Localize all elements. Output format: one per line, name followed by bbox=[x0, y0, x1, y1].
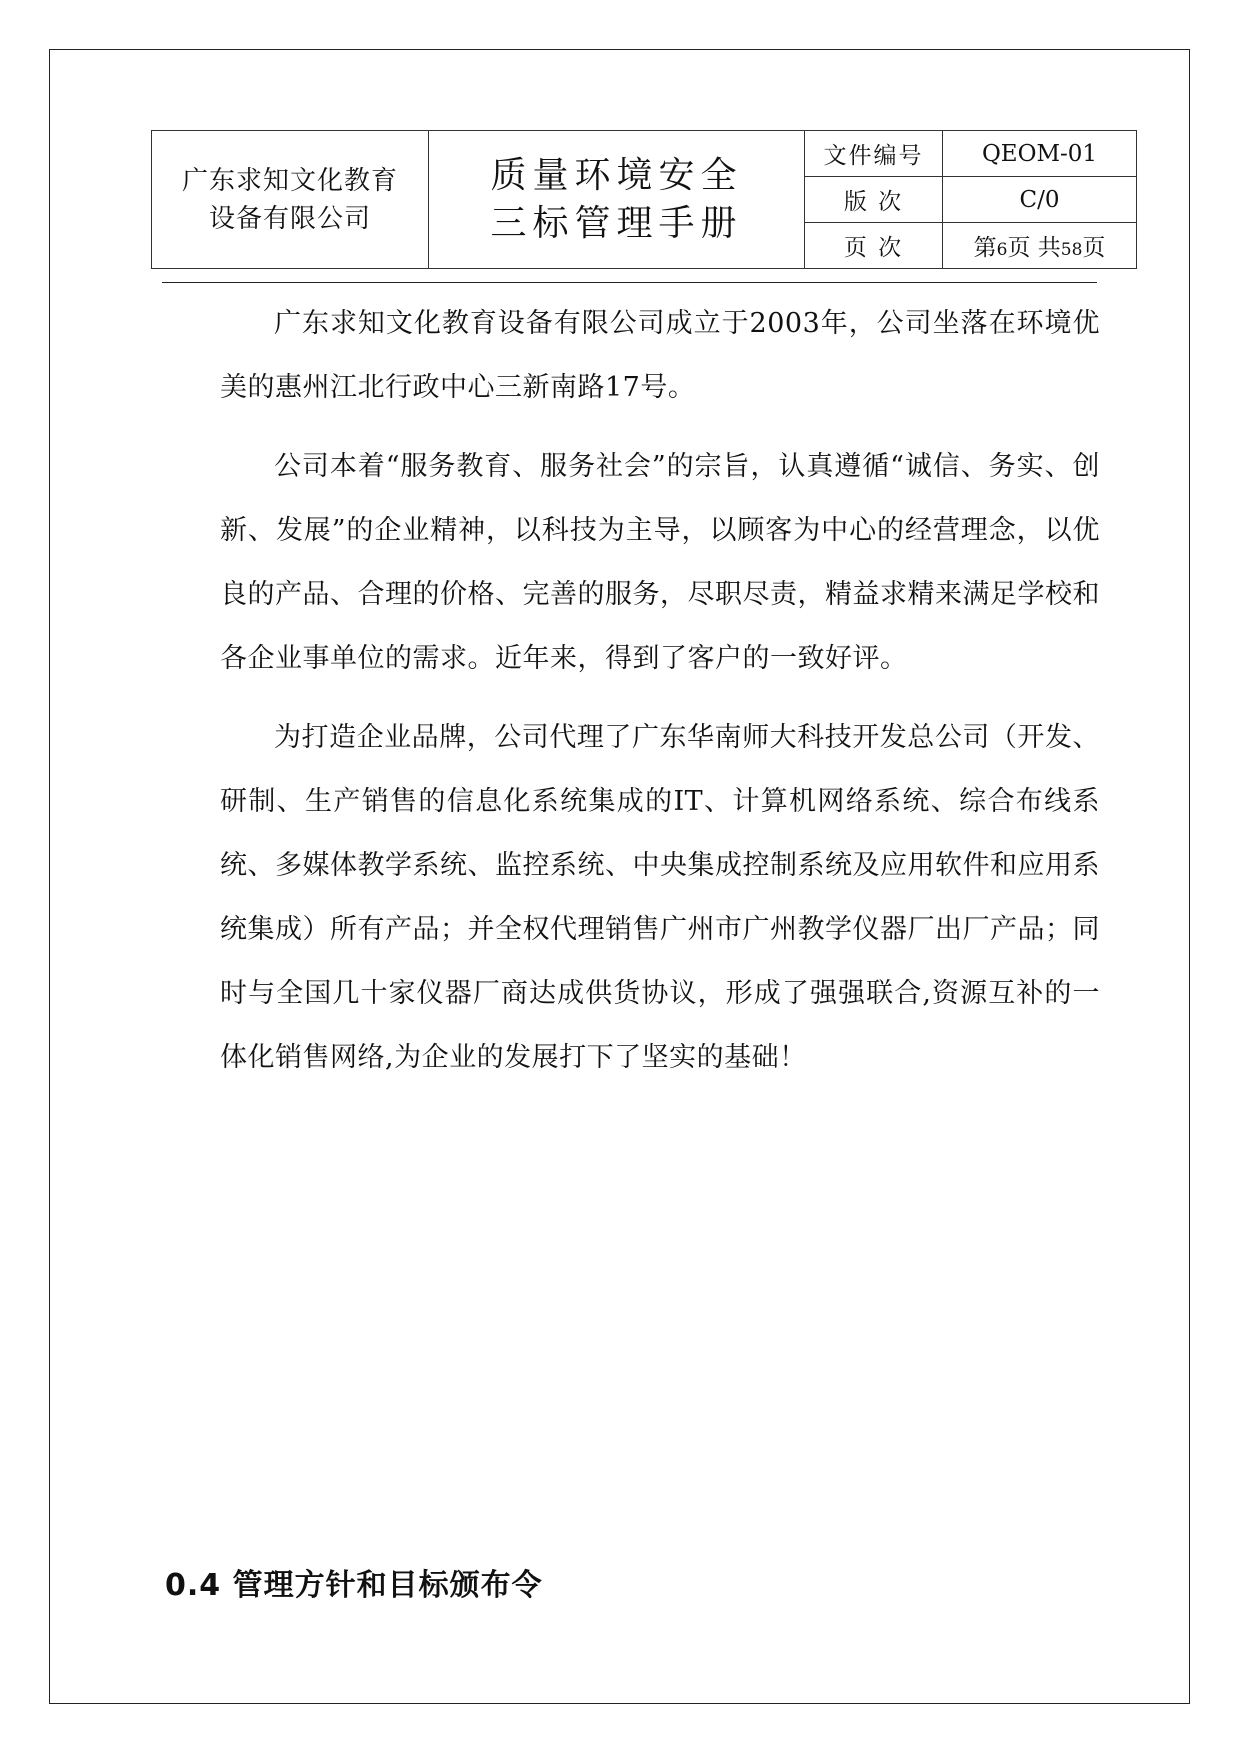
company-name-cell bbox=[152, 131, 429, 269]
manual-title-cell bbox=[429, 131, 805, 269]
paragraph-company-mission: 公司本着“服务教育、服务社会”的宗旨，认真遵循“诚信、务实、创新、发展”的企业精神，以科技为主导，以顾客为中心的经营理念，以优良的产品、合理的价格、完善的服务，尽职尽责，精益求精来满足学校和各企业事单位的需求。近年来，得到了客户的一致好评。 bbox=[220, 451, 1100, 674]
version-value: C/0 bbox=[943, 177, 1137, 223]
paragraph-company-products: 为打造企业品牌，公司代理了广东华南师大科技开发总公司（开发、研制、生产销售的信息化系统集成的IT、计算机网络系统、综合布线系统、多媒体教学系统、监控系统、中央集成控制系统及应用软件和应用系统集成）所有产品；并全权代理销售广州市广州教学仪器厂出厂产品；同时与全国几十家仪器厂商达成供货协议，形成了强强联合,资源互补的一体化销售网络,为企业的发展打下了坚实的基础！ bbox=[220, 722, 1100, 1073]
paragraph-company-intro: 广东求知文化教育设备有限公司成立于2003年，公司坐落在环境优美的惠州江北行政中心三新南路17号。 bbox=[220, 308, 1100, 403]
company-name-line2: 设备有限公司 bbox=[208, 203, 371, 234]
version-label: 版 次 bbox=[805, 177, 943, 223]
section-heading: 0.4 管理方针和目标颁布令 bbox=[165, 1568, 543, 1603]
doc-number-value: QEOM-01 bbox=[943, 131, 1137, 177]
page-total: 58 bbox=[1060, 240, 1083, 260]
manual-title-line1: 质量环境安全 bbox=[490, 154, 743, 196]
header-divider bbox=[162, 282, 1097, 283]
document-header-table bbox=[151, 130, 1137, 269]
doc-number-label: 文件编号 bbox=[805, 131, 943, 177]
page-mid: 页 共 bbox=[1007, 235, 1061, 261]
page-prefix: 第 bbox=[973, 235, 997, 261]
company-name-line1: 广东求知文化教育 bbox=[181, 165, 398, 196]
page-current: 6 bbox=[996, 240, 1008, 260]
page-label: 页 次 bbox=[805, 223, 943, 269]
manual-title-line2: 三标管理手册 bbox=[490, 202, 743, 244]
body-text bbox=[220, 292, 1100, 1105]
page-number-value bbox=[943, 223, 1137, 269]
page-suffix: 页 bbox=[1082, 235, 1106, 261]
